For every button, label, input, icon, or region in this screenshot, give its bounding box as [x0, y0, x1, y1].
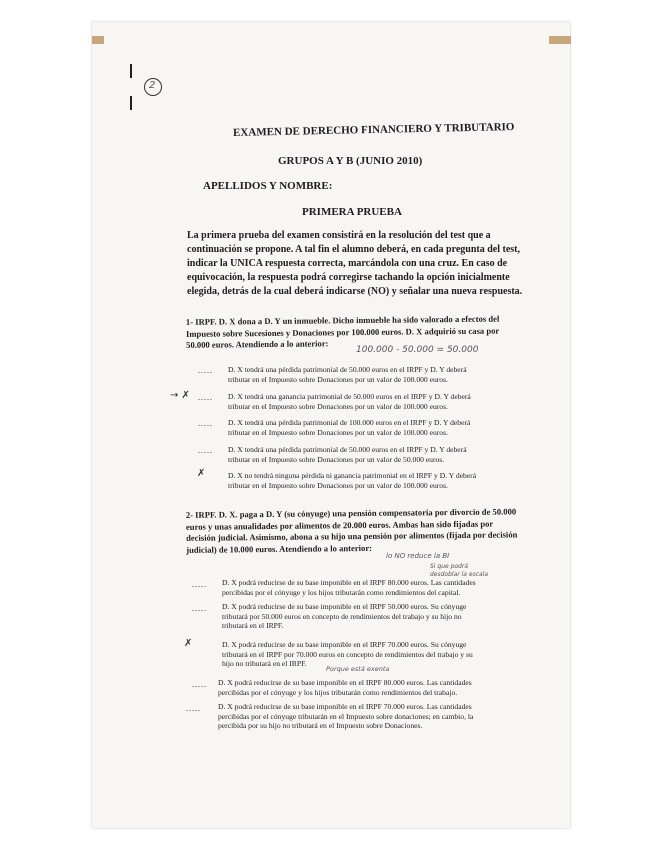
margin-tick [130, 96, 132, 110]
q1-option-b[interactable] [228, 392, 528, 411]
option-line: D. X podrá reducirse de su base imponible en el IRPF 70.000 euros. Las cantidades [218, 702, 472, 711]
option-line: tributará en el IRPF por 70.000 euros en concepto de rendimientos del trabajo y su [222, 649, 473, 659]
q1-option-e[interactable] [228, 471, 528, 490]
name-label: APELLIDOS Y NOMBRE: [203, 180, 333, 192]
margin-tick [130, 64, 132, 78]
q2-option-b[interactable] [222, 602, 522, 631]
option-line: tributará por 50.000 euros en concepto de rendimientos del trabajo y su hijo no [222, 611, 462, 621]
section-title: PRIMERA PRUEBA [302, 206, 402, 218]
question-2-stem [186, 506, 541, 556]
answer-marker[interactable]: ..... [192, 604, 207, 613]
option-line: percibidas por el cónyuge tributarán en el Impuesto sobre donaciones; en cambio, la [218, 711, 474, 721]
q1-option-a[interactable] [228, 365, 528, 384]
option-line: percibidas por el cónyuge y los hijos tributarán como rendimientos del capital. [222, 587, 461, 597]
stem-line: Impuesto sobre Sucesiones y Donaciones por 100.000 euros. D. X adquirió su casa por [185, 325, 500, 339]
instruction-line: indicar la UNICA respuesta correcta, marcándola con una cruz. En caso de [187, 258, 508, 269]
answer-marker[interactable]: ..... [198, 366, 213, 375]
answer-marker[interactable]: ..... [186, 704, 201, 713]
paper-clip-mark [92, 36, 104, 44]
option-line: D. X tendrá una pérdida patrimonial de 50.000 euros en el IRPF y D. Y deberá [228, 445, 467, 454]
arrow-cross-mark: → ✗ [170, 390, 190, 401]
answer-marker[interactable]: ..... [192, 680, 207, 689]
q1-option-d[interactable] [228, 445, 528, 464]
option-line: tributar en el Impuesto sobre Donaciones por un valor de 100.000 euros. [228, 480, 448, 490]
cross-mark[interactable]: ✗ [184, 638, 193, 649]
page-number: 2 [149, 80, 156, 91]
handwritten-note: 100.000 - 50.000 = 50.000 [356, 345, 479, 355]
handwritten-note: Si que podrá desdoblar la escala [430, 563, 489, 578]
handwritten-note: lo NO reduce la BI [386, 552, 450, 560]
instruction-line: elegida, detrás de la cual deberá indicarse (NO) y señalar una nueva respuesta. [187, 286, 523, 297]
option-line: D. X tendrá una pérdida patrimonial de 100.000 euros en el IRPF y D. Y deberá [228, 418, 471, 427]
instruction-line: equivocación, la respuesta podrá corregirse tachando la opción inicialmente [187, 272, 510, 283]
option-line: D. X podrá reducirse de su base imponible en el IRPF 80.000 euros. Las cantidades [218, 678, 472, 687]
option-line: percibidas por el cónyuge y los hijos tributarán como rendimientos del trabajo. [218, 687, 458, 697]
option-line: D. X tendrá una ganancia patrimonial de 50.000 euros en el IRPF y D. Y deberá [228, 392, 471, 401]
q2-option-e[interactable] [218, 702, 518, 731]
answer-marker[interactable]: ..... [198, 393, 213, 402]
option-line: percibida por su hijo no tributará en el Impuesto sobre Donaciones. [218, 721, 423, 730]
exam-groups: GRUPOS A Y B (JUNIO 2010) [278, 155, 423, 167]
q1-option-c[interactable] [228, 418, 528, 437]
instruction-line: continuación se propone. A tal fin el alumno deberá, en cada pregunta del test, [187, 244, 520, 255]
instruction-line: La primera prueba del examen consistirá en la resolución del test que a [187, 230, 491, 241]
option-line: tributará en el IRPF. [222, 621, 284, 630]
paper-clip-mark [549, 36, 571, 44]
exam-title: EXAMEN DE DERECHO FINANCIERO Y TRIBUTARIO [232, 121, 515, 139]
q2-option-d[interactable] [218, 678, 518, 697]
stem-line: euros y unas anualidades por alimentos de 20.000 euros. Ambas han sido fijadas por [185, 518, 494, 532]
option-line: tributar en el Impuesto sobre Donaciones por un valor de 100.000 euros. [228, 427, 448, 437]
handwritten-note: Porque está exenta [326, 665, 390, 673]
stem-line: decisión judicial. Asimismo, abona a su hijo una pensión por alimentos (fijada por decisión [186, 529, 518, 543]
answer-marker[interactable]: ..... [198, 419, 213, 428]
stem-line: judicial) de 10.000 euros. Atendiendo a lo anterior: [186, 542, 373, 555]
option-line: tributar en el Impuesto sobre Donaciones por un valor de 50.000 euros. [228, 454, 445, 464]
answer-marker[interactable]: ..... [198, 446, 213, 455]
answer-marker[interactable]: ..... [192, 580, 207, 589]
option-line: D. X tendrá una pérdida patrimonial de 50.000 euros en el IRPF y D. Y deberá [228, 365, 467, 374]
option-line: D. X podrá reducirse de su base imponible en el IRPF 70.000 euros. Su cónyuge [222, 640, 467, 649]
cross-mark[interactable]: ✗ [197, 468, 206, 479]
q2-option-a[interactable] [222, 578, 522, 597]
instructions [187, 229, 537, 299]
option-line: D. X podrá reducirse de su base imponible en el IRPF 50.000 euros. Su cónyuge [222, 602, 467, 611]
stem-line: 1- IRPF. D. X dona a D. Y un inmueble. Dicho inmueble ha sido valorado a efectos del [185, 313, 500, 327]
option-line: hijo no tributará en el IRPF. [222, 659, 307, 668]
stem-line: 2- IRPF. D. X. paga a D. Y (su cónyuge) una pensión compensatoria por divorcio de 50.000 [185, 506, 517, 520]
option-line: D. X no tendrá ninguna pérdida ni ganancia patrimonial en el IRPF y D. Y deberá [228, 471, 477, 480]
option-line: D. X podrá reducirse de su base imponible en el IRPF 80.000 euros. Las cantidades [222, 578, 476, 587]
option-line: tributar en el Impuesto sobre Donaciones por un valor de 100.000 euros. [228, 401, 448, 411]
stem-line: 50.000 euros. Atendiendo a lo anterior: [186, 338, 329, 350]
option-line: tributar en el Impuesto sobre Donaciones por un valor de 100.000 euros. [228, 374, 448, 384]
